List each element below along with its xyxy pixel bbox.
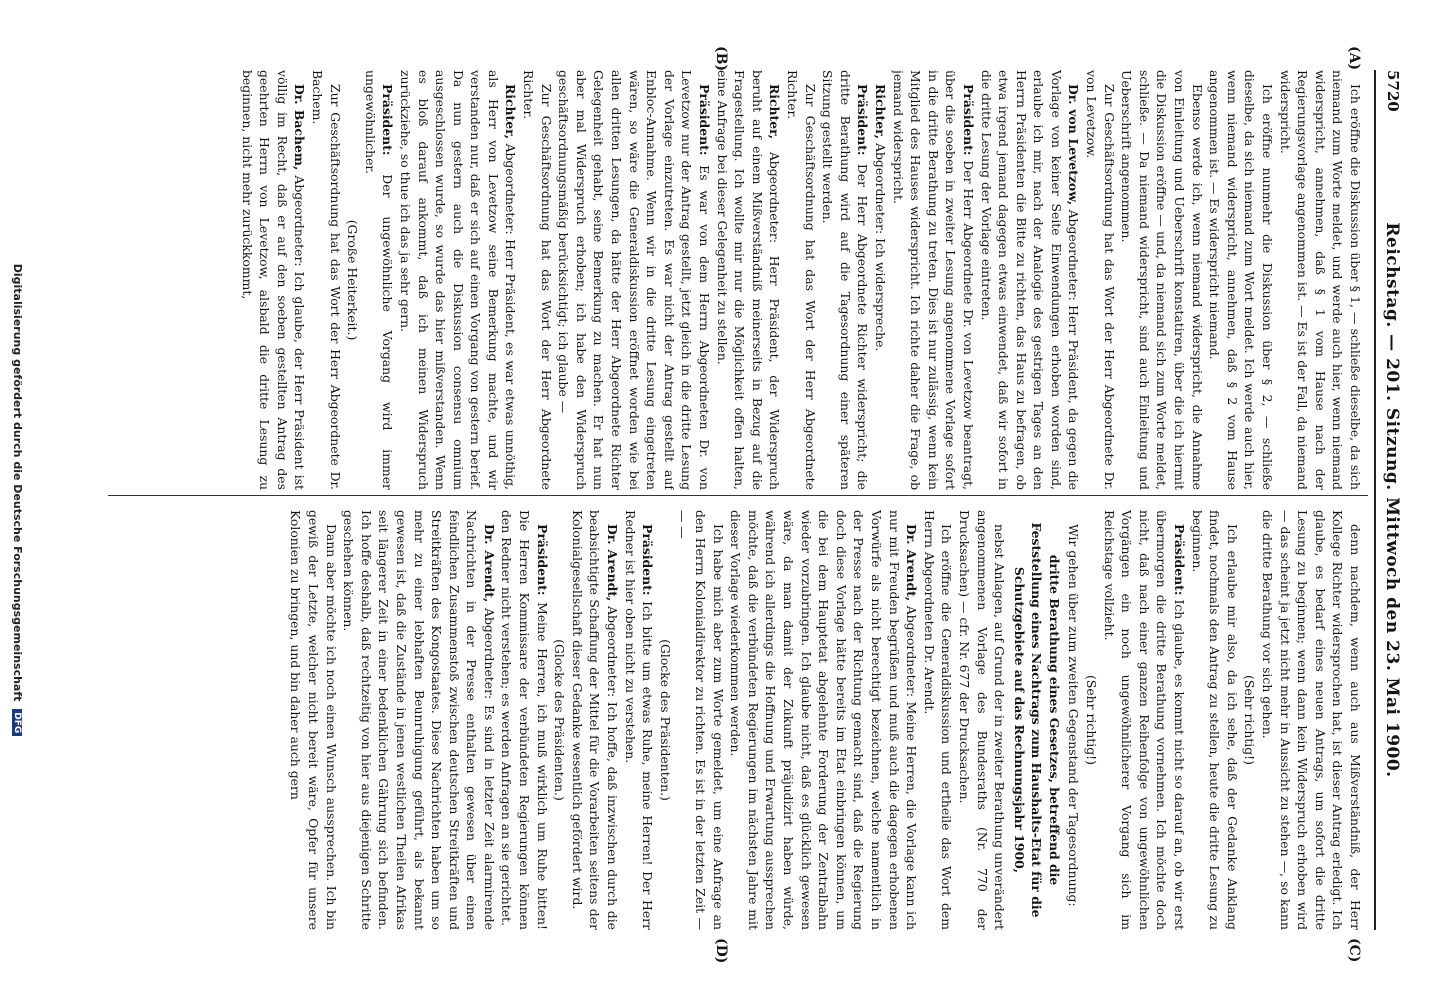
credit-text: Digitalisierung gefördert durch die Deutsche Forschungsgemeinschaft [11, 263, 24, 702]
speech-paragraph [498, 510, 551, 930]
speech-text: Abgeordneter: Herr Präsident, es war etwas unnöthig, als Herr von Levetzow seine Bemerkung machte, und wir verstanden nur, daß er sich auf einen Vorgang von gestern berief. Da nun gestern auch die Diskussion consensu omnium ausgeschlossen wurde, so wurde das hier mißverstanden. Wenn es bloß darauf ankommt, daß ich meinen Widerspruch zurückziehe, so thue ich das ja sehr gern. [397, 70, 519, 490]
margin-marker-d: (D) [713, 938, 729, 964]
text-paragraph: Ich habe mich aber zum Worte gemeldet, um eine Anfrage an den Herrn Kolonialdirektor zu richten. Es ist in der letzten Zeit — — — [675, 510, 726, 930]
right-text-column [114, 510, 1364, 930]
margin-marker-a: (A) [1346, 46, 1362, 71]
speaker-name: Präsident: [640, 524, 656, 596]
speech-text: Abgeordneter: Ich widerspreche. [872, 139, 888, 352]
agenda-heading: dritte Berathung eines Gesetzes, betreffend die Feststellung eines Nachtrags zum Haushalts-Etat für die Schutzgebiete auf das Rechnungsjahr 1900, [1011, 522, 1062, 918]
speaker-name: Richter, [872, 84, 888, 140]
speech-paragraph [555, 70, 713, 490]
speaker-name: Präsident: [380, 84, 396, 156]
speaker-name: Präsident: [697, 84, 713, 156]
audience-reaction: (Sehr richtig!) [1242, 675, 1258, 765]
speech-text: Abgeordneter: Meine Herren, die Vorlage kann ich nur mit Freuden begrüßen und muß auch die dagegen erhobenen Vorwürfe als nicht berechtigt bezeichnen, welche namentlich in der Presse nach der Richtung gemacht sind, daß die Regierung doch diese Vorlage hätte bereits im Etat einbringen können, um die bei dem Hauptetat abgelehnte Forderung der Zentralbahn wieder vorzubringen. Ich glaube nicht, daß es glücklich gewesen wäre, da man damit der Zukunft präjudizirt haben würde, während ich allerdings die Hoffnung und Erwartung aussprechen möchte, daß die verbündeten Regierungen im nächsten Jahre mit dieser Vorlage wiederkommen werden. [728, 510, 920, 930]
speech-text: Der Herr Abgeordnete Dr. von Levetzow beantragt, über die soeben in zweiter Lesung angenommene Vorlage sofort in die dritte Berathung zu treten. Dies ist nur zulässig, wenn kein Mitglied des Hauses widerspricht. Ich richte daher die Frage, ob jemand widerspricht. [890, 70, 976, 490]
speaker-name: Präsident: [855, 84, 871, 156]
speaker-name: Dr. Bachem, [292, 84, 308, 171]
text-paragraph: Dann aber möchte ich noch einen Wunsch aussprechen. Ich bin gewiß der Letzte, welcher nicht bereit wäre, Opfer für unsere Kolonien zu bringen, und bin daher auch gern [288, 510, 339, 930]
speaker-name: Präsident: [1172, 524, 1188, 596]
speech-paragraph [889, 70, 977, 490]
column-divider [108, 495, 1368, 496]
speech-paragraph [713, 70, 783, 490]
speech-text: Abgeordneter: Herr Präsident, der Widerspruch beruht auf einem Mißverständniß meinerseits in Bezug auf die Fragestellung. Ich wollte mir nur die Möglichkeit offen halten, eine Anfrage bei dieser Gelegenheit zu stellen. [714, 70, 783, 490]
speech-text: Abgeordneter: Ich glaube, der Herr Präsident ist völlig im Recht, daß er auf den soeben gestellten Antrag des geehrten Herrn von Levetzow, alsbald die dritte Lesung zu beginnen, nicht mehr zurückkommt, [239, 70, 308, 490]
text-paragraph: Ich erlaube mir also, da ich sehe, daß der Gedanke Anklang findet, nochmals den Antrag zu stellen, heute die dritte Lesung zu beginnen. [1189, 510, 1240, 930]
speaker-name: Richter, [503, 84, 519, 140]
text-paragraph: nebst Anlagen, auf Grund der in zweiter Berathung unverändert angenommenen Vorlage des Bundesraths (Nr. 770 der Drucksachen) — cfr. Nr. 677 der Drucksachen. [956, 510, 1008, 930]
speech-text: Meine Herren, ich muß wirklich um Ruhe bitten! Die Herren Kommissare der verbündeten Regierungen können den Redner nicht verstehen; es werden Anfragen an sie gerichtet. [499, 510, 550, 930]
digitization-credit [11, 0, 24, 1000]
speech-text: Ich glaube, es kommt nicht so darauf an, ob wir erst übermorgen die dritte Berathung vornehmen. Ich möchte doch nicht, daß nach einer ganzen Reihenfolge von ungewöhnlichen Vorgängen ein noch ungewöhnlicherer Vorgang sich im Reichstage vollzieht. [1101, 510, 1188, 930]
dfg-logo: DFG [12, 709, 22, 736]
margin-marker-b: (B) [713, 46, 729, 72]
speech-text: Der Herr Abgeordnete Richter widerspricht; die dritte Berathung wird auf die Tagesordnung einer späteren Sitzung gestellt werden. [820, 70, 871, 490]
text-paragraph: denn nachdem, wenn auch aus Mißverständniß, der Herr Kollege Richter widersprochen hat, ist dieser Antrag erledigt. Ich glaube, es bedarf eines neuen Antrags, um sofort die dritte Lesung zu beginnen; wenn dann kein Widerspruch erhoben wird — das scheint ja jetzt nicht mehr in Aussicht zu stehen —, so kann die dritte Berathung vor sich gehen. [1260, 510, 1363, 930]
speech-text: Ich bitte um etwas Ruhe, meine Herren! Der Herr Redner ist hier oben nicht zu verstehen. [622, 510, 656, 930]
speech-paragraph [621, 510, 656, 930]
speech-text: Abgeordneter: Es sind in letzter Zeit alarmirende Nachrichten in der Presse enthalten gewesen über einen feindlichen Zusammenstoß zwischen deutschen Streitkräften und Streitkräften des Kongostaates. Diese Nachrichten haben um so mehr zu einer lebhaften Beunruhigung geführt, als bekannt gewesen ist, daß die Zustände in jenen westlichen Theilen Afrikas seit längerer Zeit in einer bedenklichen Gährung sich befinden. Ich hoffe deshalb, daß rechtzeitig von hier aus diejenigen Schritte geschehen können. [341, 510, 497, 930]
page-number: 5720 [1384, 70, 1402, 112]
audience-reaction: (Sehr richtig!) [1084, 675, 1100, 765]
audience-reaction: (Glocke des Präsidenten.) [657, 639, 673, 801]
speech-paragraph [568, 510, 621, 930]
speech-paragraph [727, 510, 921, 930]
speech-text: Abgeordneter: Herr Präsident, da gegen die Vorlage von keiner Seite Einwendungen erhoben worden sind, erlaube ich mir, nach der Analogie des gestrigen Tages an den Herrn Präsidenten die Bitte zu richten, das Haus zu befragen, ob etwa irgend jemand dagegen etwas einwendet, daß wir sofort in die dritte Lesung der Vorlage eintreten. [978, 70, 1082, 490]
speech-paragraph [340, 510, 498, 930]
page-header [1374, 70, 1404, 930]
speech-text: Der ungewöhnliche Vorgang wird immer ungewöhnlicher. [362, 70, 396, 490]
speech-paragraph [361, 70, 396, 490]
speech-text: Es war von dem Herrn Abgeordneten Dr. von Levetzow nur der Antrag gestellt, jetzt gleich in die dritte Lesung der Vorlage einzutreten. Es war nicht der Antrag gestellt auf Enbloc-Annahme. Wenn wir in die dritte Lesung eingetreten wären, so wäre die Generaldiskussion eröffnet worden wie bei allen dritten Lesungen, da hätte der Herr Abgeordnete Richter Gelegenheit gehabt, seine Bemerkung zu machen. Er hat nun aber mal Widerspruch erhoben; ich habe den Widerspruch geschäftsordnungsmäßig berücksichtigt; ich glaube — [556, 70, 713, 490]
text-paragraph: Ich eröffne die Diskussion über § 1, — schließe dieselbe, da sich niemand zum Worte meldet, und werde auch hier, wenn niemand widerspricht, annehmen, daß § 1 vom Hause nach der Regierungsvorlage angenommen ist. — Es ist der Fall, da niemand widerspricht. [1277, 70, 1363, 490]
running-head: Reichstag. — 201. Sitzung. Mittwoch den 23. Mai 1900. [1382, 222, 1402, 778]
text-paragraph: Zur Geschäftsordnung hat das Wort der Herr Abgeordnete Dr. Bachem. [309, 70, 343, 490]
speech-paragraph [396, 70, 519, 490]
speech-paragraph [1100, 510, 1188, 930]
text-paragraph: Wir gehen über zum zweiten Gegenstand der Tagesordnung: [1066, 524, 1082, 907]
audience-reaction: (Große Heiterkeit.) [345, 219, 361, 341]
speech-text: Abgeordneter: Ich hoffe, daß inzwischen durch die beabsichtigte Schaffung der Mittel für die Vorarbeiten seitens der Kolonialgesellschaft dieser Gedanke wesentlich gefördert wird. [569, 510, 621, 930]
speaker-name: Richter, [767, 84, 783, 140]
margin-marker-c: (C) [1346, 938, 1362, 963]
speaker-name: Dr. Arendt, [904, 524, 920, 602]
speech-paragraph [238, 70, 308, 490]
left-text-column [114, 70, 1364, 490]
speech-paragraph [977, 70, 1083, 490]
text-paragraph: Ebenso werde ich, wenn niemand widerspricht, die Annahme von Einleitung und Ueberschrift konstatiren, über die ich hiermit die Diskussion eröffne — und, da niemand sich zum Worte meldet, schließe. — Da niemand widerspricht, sind auch Einleitung und Ueberschrift angenommen. [1119, 70, 1205, 490]
speaker-name: Präsident: [960, 84, 976, 156]
speech-paragraph [871, 70, 889, 490]
text-paragraph: Zur Geschäftsordnung hat das Wort der Herr Abgeordnete Richter. [521, 70, 554, 490]
text-paragraph: Ich eröffne nunmehr die Diskussion über § 2, — schließe dieselbe, da sich niemand zum Wort meldet. Ich werde auch hier, wenn niemand widerspricht, annehmen, daß § 2 vom Hause angenommen ist. — Es widerspricht niemand. [1207, 70, 1276, 490]
speaker-name: Dr. Arendt, [481, 524, 497, 603]
speaker-name: Dr. von Levetzow, [1066, 84, 1082, 206]
text-paragraph: Zur Geschäftsordnung hat das Wort der Herr Abgeordnete Dr. von Levetzow. [1084, 70, 1117, 490]
text-paragraph: Ich eröffne die Generaldiskussion und ertheile das Wort dem Herrn Abgeordneten Dr. Arendt. [921, 510, 955, 930]
speech-paragraph [819, 70, 872, 490]
speaker-name: Dr. Arendt, [605, 524, 621, 602]
audience-reaction: (Glocke des Präsidenten.) [552, 639, 568, 801]
speaker-name: Präsident: [534, 524, 550, 596]
text-paragraph: Zur Geschäftsordnung hat das Wort der Herr Abgeordnete Richter. [785, 70, 818, 490]
